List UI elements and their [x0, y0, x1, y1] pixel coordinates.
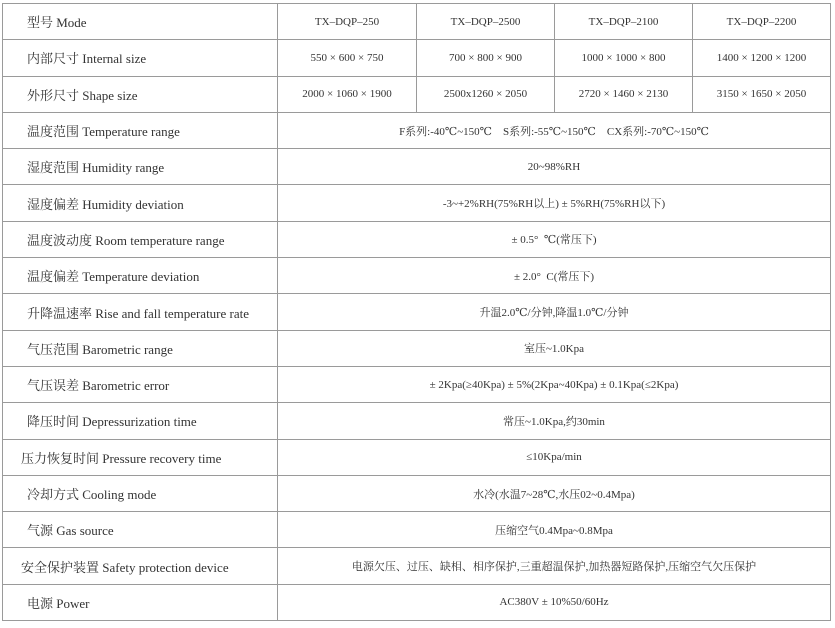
- row-label-temperature-deviation: 温度偏差 Temperature deviation: [3, 258, 278, 294]
- row-temperature-range: [3, 112, 831, 148]
- row-shape-size: [3, 76, 831, 112]
- row-cooling-mode: [3, 475, 831, 511]
- row-humidity-range: [3, 149, 831, 185]
- row-label-power: 电源 Power: [3, 584, 278, 620]
- row-label-internal-size: 内部尺寸 Internal size: [3, 40, 278, 76]
- barometric-range-value: 室压~1.0Kpa: [278, 330, 831, 366]
- depressurization-time-value: 常压~1.0Kpa,约30min: [278, 403, 831, 439]
- spec-table: [2, 3, 831, 621]
- power-value: AC380V ± 10%50/60Hz: [278, 584, 831, 620]
- row-label-model: 型号 Mode: [3, 4, 278, 40]
- row-label-humidity-deviation: 湿度偏差 Humidity deviation: [3, 185, 278, 221]
- row-label-safety-protection: 安全保护装置 Safety protection device: [3, 548, 278, 584]
- row-label-barometric-range: 气压范围 Barometric range: [3, 330, 278, 366]
- temperature-deviation-value: ± 2.0° C(常压下): [278, 258, 831, 294]
- humidity-range-value: 20~98%RH: [278, 149, 831, 185]
- shape-size-value: 2500x1260 × 2050: [417, 76, 555, 112]
- row-label-rise-fall-rate: 升降温速率 Rise and fall temperature rate: [3, 294, 278, 330]
- row-room-temperature-range: [3, 221, 831, 257]
- row-rise-fall-rate: [3, 294, 831, 330]
- row-label-cooling-mode: 冷却方式 Cooling mode: [3, 475, 278, 511]
- model-name: TX–DQP–250: [278, 4, 417, 40]
- row-barometric-error: [3, 366, 831, 402]
- shape-size-value: 2000 × 1060 × 1900: [278, 76, 417, 112]
- row-gas-source: [3, 512, 831, 548]
- internal-size-value: 1400 × 1200 × 1200: [693, 40, 831, 76]
- row-pressure-recovery-time: [3, 439, 831, 475]
- room-temperature-range-value: ± 0.5° ℃(常压下): [278, 221, 831, 257]
- row-label-humidity-range: 湿度范围 Humidity range: [3, 149, 278, 185]
- row-internal-size: [3, 40, 831, 76]
- row-barometric-range: [3, 330, 831, 366]
- row-depressurization-time: [3, 403, 831, 439]
- row-label-depressurization-time: 降压时间 Depressurization time: [3, 403, 278, 439]
- internal-size-value: 700 × 800 × 900: [417, 40, 555, 76]
- row-power: [3, 584, 831, 620]
- model-name: TX–DQP–2200: [693, 4, 831, 40]
- temperature-range-value: F系列:-40℃~150℃ S系列:-55℃~150℃ CX系列:-70℃~150℃: [278, 112, 831, 148]
- pressure-recovery-time-value: ≤10Kpa/min: [278, 439, 831, 475]
- row-label-shape-size: 外形尺寸 Shape size: [3, 76, 278, 112]
- cooling-mode-value: 水冷(水温7~28℃,水压02~0.4Mpa): [278, 475, 831, 511]
- model-name: TX–DQP–2100: [555, 4, 693, 40]
- row-safety-protection: [3, 548, 831, 584]
- row-temperature-deviation: [3, 258, 831, 294]
- safety-protection-value: 电源欠压、过压、缺相、相序保护,三重超温保护,加热器短路保护,压缩空气欠压保护: [278, 548, 831, 584]
- shape-size-value: 3150 × 1650 × 2050: [693, 76, 831, 112]
- row-model: [3, 4, 831, 40]
- rise-fall-rate-value: 升温2.0℃/分钟,降温1.0℃/分钟: [278, 294, 831, 330]
- shape-size-value: 2720 × 1460 × 2130: [555, 76, 693, 112]
- row-humidity-deviation: [3, 185, 831, 221]
- row-label-gas-source: 气源 Gas source: [3, 512, 278, 548]
- internal-size-value: 550 × 600 × 750: [278, 40, 417, 76]
- model-name: TX–DQP–2500: [417, 4, 555, 40]
- row-label-temperature-range: 温度范围 Temperature range: [3, 112, 278, 148]
- gas-source-value: 压缩空气0.4Mpa~0.8Mpa: [278, 512, 831, 548]
- internal-size-value: 1000 × 1000 × 800: [555, 40, 693, 76]
- humidity-deviation-value: -3~+2%RH(75%RH以上) ± 5%RH(75%RH以下): [278, 185, 831, 221]
- row-label-room-temperature-range: 温度波动度 Room temperature range: [3, 221, 278, 257]
- barometric-error-value: ± 2Kpa(≥40Kpa) ± 5%(2Kpa~40Kpa) ± 0.1Kpa(≤2Kpa): [278, 366, 831, 402]
- row-label-pressure-recovery-time: 压力恢复时间 Pressure recovery time: [3, 439, 278, 475]
- row-label-barometric-error: 气压误差 Barometric error: [3, 366, 278, 402]
